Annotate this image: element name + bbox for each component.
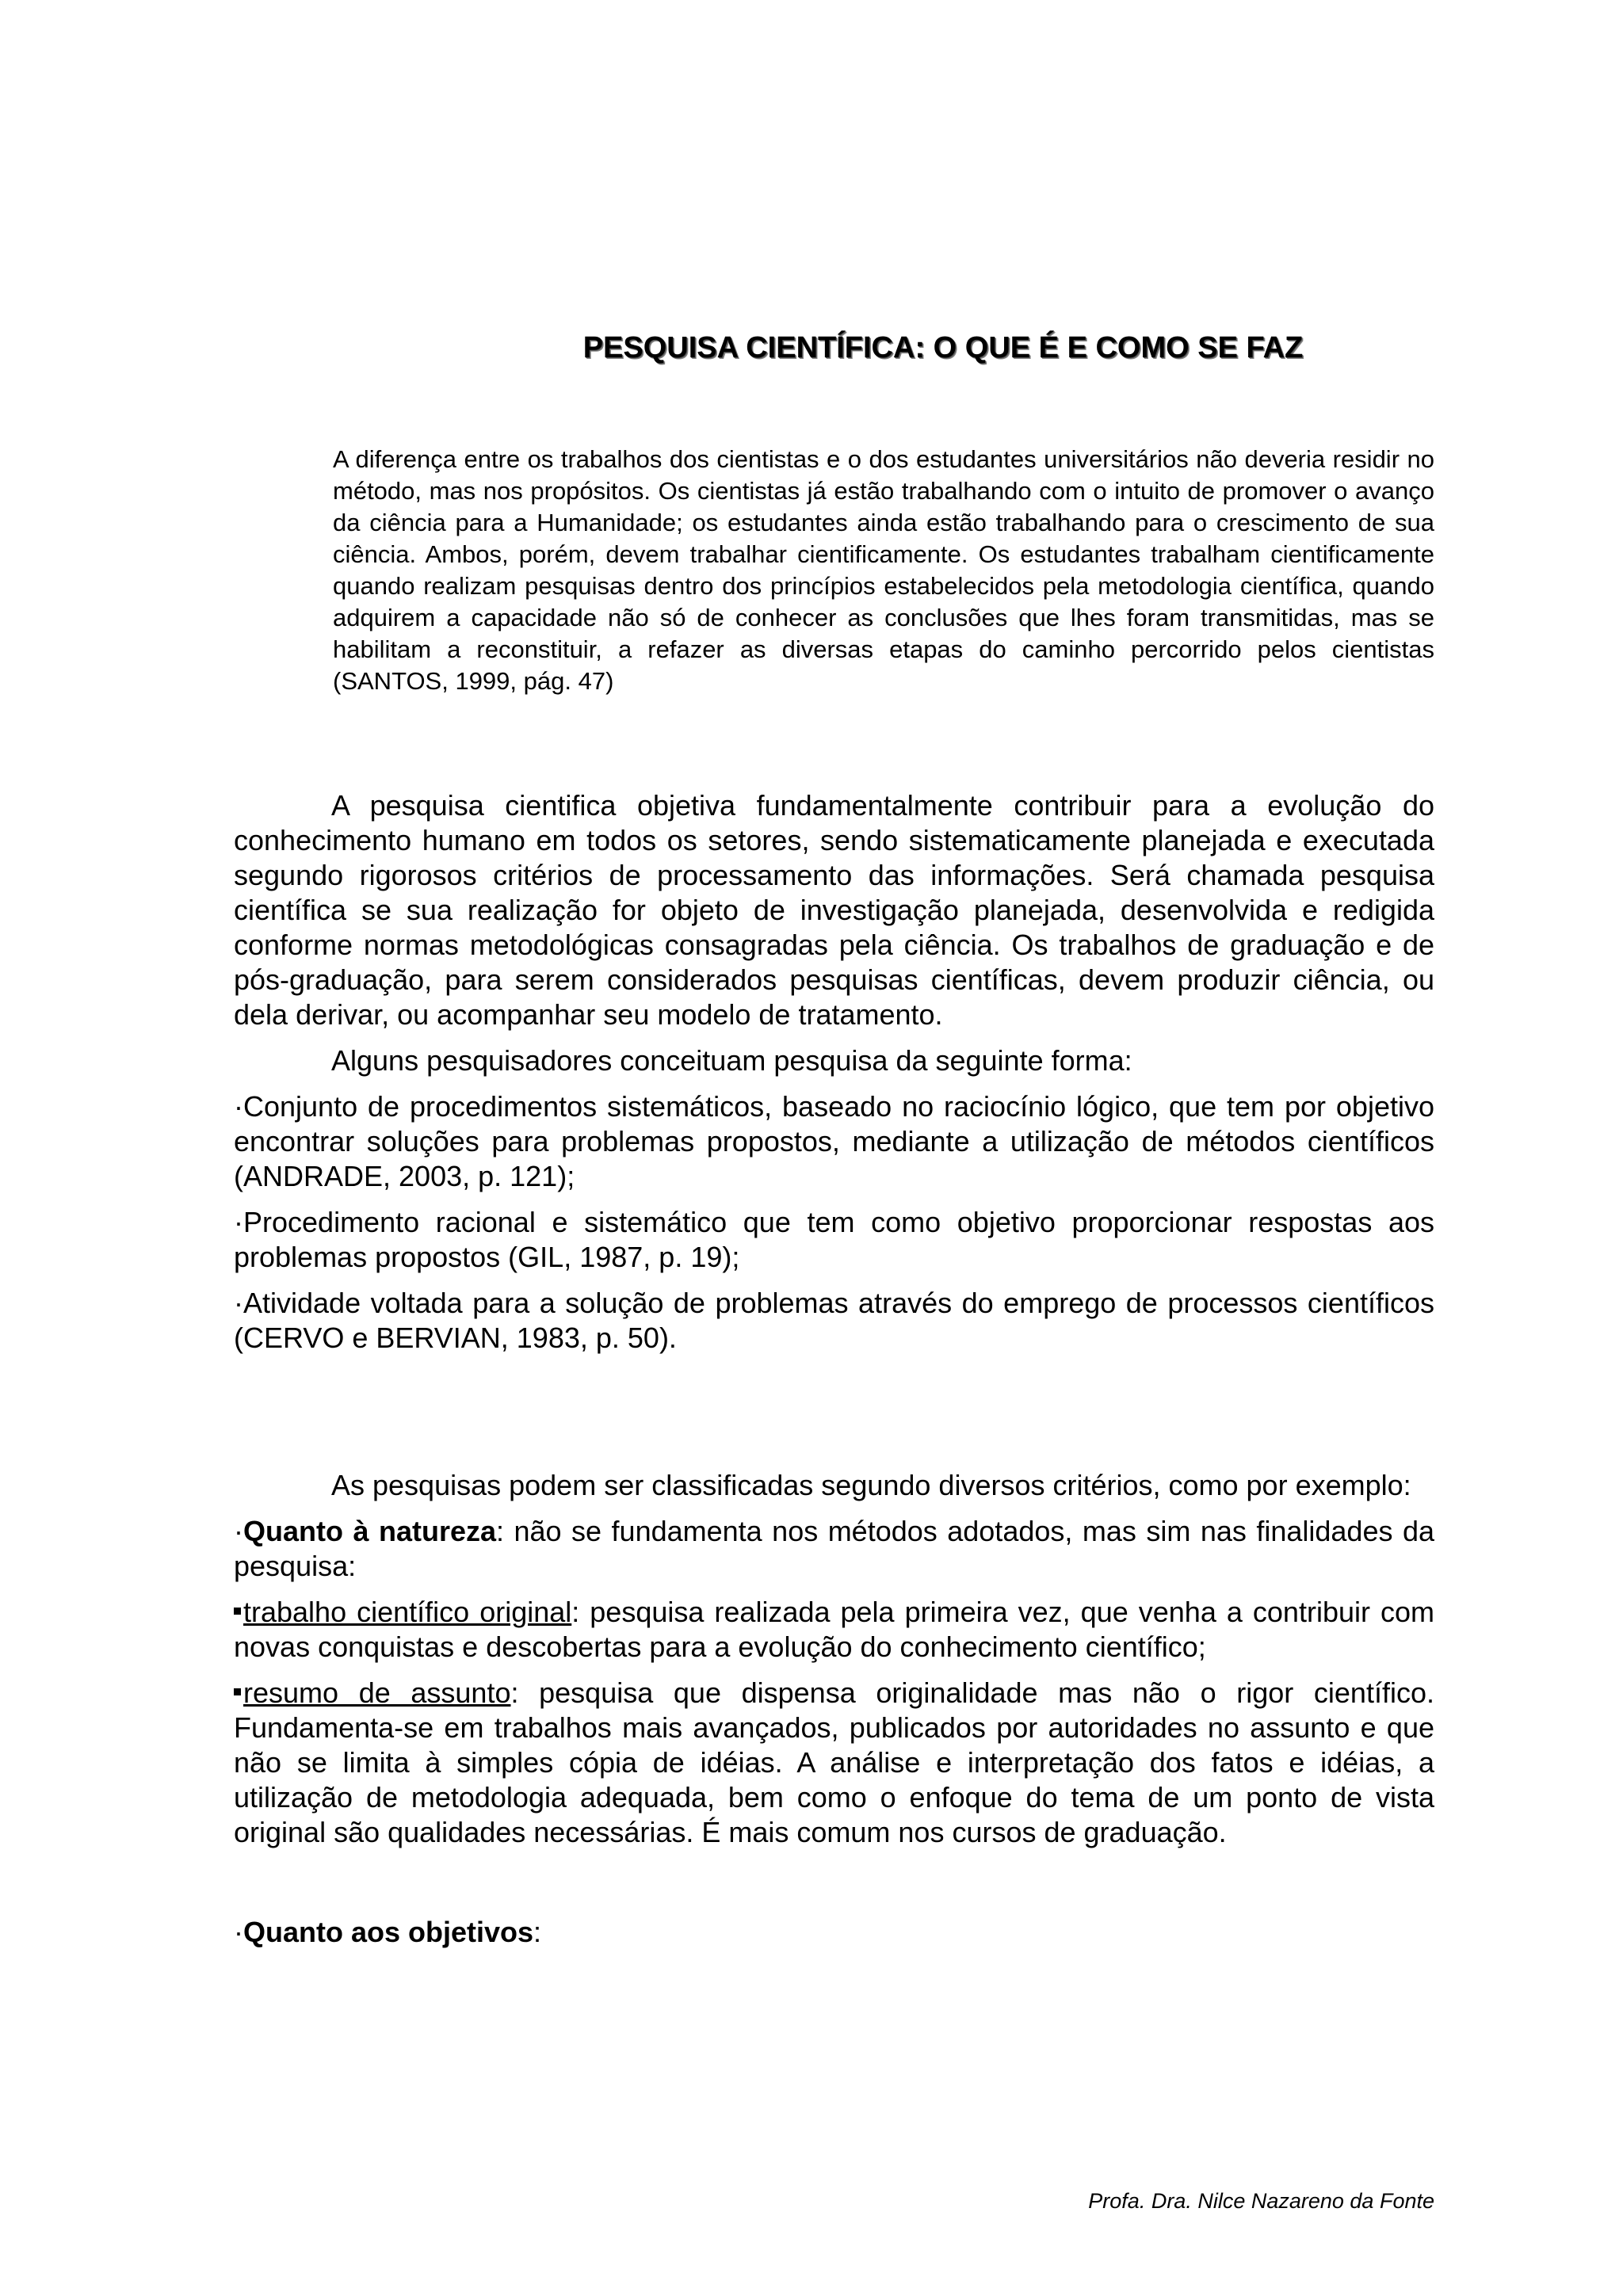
definition-item bbox=[234, 1205, 1434, 1275]
subitem bbox=[234, 1676, 1434, 1850]
square-bullet-icon bbox=[234, 1608, 241, 1615]
page-title: PESQUISA CIENTÍFICA: O QUE É E COMO SE FAZ bbox=[582, 331, 1304, 364]
bullet-dot-icon: · bbox=[234, 1206, 243, 1238]
paragraph-intro: A pesquisa cientifica objetiva fundamentalmente contribuir para a evolução do conhecimento humano em todos os setores, sendo sistematicamente planejada e executada segundo rigorosos critérios de processamento das informações. Será chamada pesquisa científica se sua realização for objeto de investigação planejada, desenvolvida e redigida conforme normas metodológicas consagradas pela ciência. Os trabalhos de graduação e de pós-graduação, para serem considerados pesquisas científicas, devem produzir ciência, ou dela derivar, ou acompanhar seu modelo de tratamento. bbox=[234, 789, 1434, 1031]
subitem bbox=[234, 1595, 1434, 1665]
criterion-label: Quanto à natureza bbox=[243, 1515, 497, 1547]
criterion-objetivos bbox=[234, 1915, 1434, 1950]
block-quote: A diferença entre os trabalhos dos cientistas e o dos estudantes universitários não deveria residir no método, mas nos propósitos. Os cientistas já estão trabalhando com o intuito de promover o avanço da ciência para a Humanidade; os estudantes ainda estão trabalhando para o crescimento de sua ciência. Ambos, porém, devem trabalhar cientificamente. Os estudantes trabalham cientificamente quando realizam pesquisas dentro dos princípios estabelecidos pela metodologia científica, quando adquirem a capacidade não só de conhecer as conclusões que lhes foram transmitidas, mas se habilitam a reconstituir, a refazer as diversas etapas do caminho percorrido pelos cientistas (SANTOS, 1999, pág. 47) bbox=[333, 445, 1434, 695]
bullet-dot-icon: · bbox=[234, 1287, 243, 1319]
bullet-dot-icon: · bbox=[234, 1515, 243, 1547]
subitem-term: resumo de assunto bbox=[243, 1676, 511, 1709]
definition-text: Atividade voltada para a solução de problemas através do emprego de processos científicos (CERVO e BERVIAN, 1983, p. 50). bbox=[234, 1287, 1434, 1354]
criterion-label: Quanto aos objetivos bbox=[243, 1916, 534, 1948]
main-body bbox=[234, 788, 1434, 1950]
definition-text: Conjunto de procedimentos sistemáticos, baseado no raciocínio lógico, que tem por objetivo encontrar soluções para problemas propostos, mediante a utilização de métodos científicos (ANDRADE, 2003, p. 121); bbox=[234, 1090, 1434, 1192]
subitem-text: : pesquisa realizada pela primeira vez, que venha a contribuir com novas conquistas e descobertas para a evolução do conhecimento científico; bbox=[234, 1596, 1434, 1663]
criterion-text: : não se fundamenta nos métodos adotados, mas sim nas finalidades da pesquisa: bbox=[234, 1515, 1434, 1582]
square-bullet-icon bbox=[234, 1688, 241, 1695]
paragraph-classification: As pesquisas podem ser classificadas segundo diversos critérios, como por exemplo: bbox=[331, 1469, 1411, 1501]
definition-item bbox=[234, 1286, 1434, 1356]
bullet-dot-icon: · bbox=[234, 1916, 243, 1948]
subitem-term: trabalho científico original bbox=[243, 1596, 572, 1628]
bullet-dot-icon: · bbox=[234, 1090, 243, 1123]
page-footer: Profa. Dra. Nilce Nazareno da Fonte bbox=[1088, 2189, 1434, 2213]
definition-item bbox=[234, 1089, 1434, 1194]
paragraph-definitions-intro: Alguns pesquisadores conceituam pesquisa da seguinte forma: bbox=[331, 1044, 1132, 1077]
criterion-text: : bbox=[533, 1916, 542, 1948]
criterion-natureza bbox=[234, 1514, 1434, 1584]
subitem-text: : pesquisa que dispensa originalidade mas não o rigor científico. Fundamenta-se em trabalhos mais avançados, publicados por autoridades no assunto e que não se limita à simples cópia de idéias. A análise e interpretação dos fatos e idéias, a utilização de metodologia adequada, bem como o enfoque do tema de um ponto de vista original são qualidades necessárias. É mais comum nos cursos de graduação. bbox=[234, 1676, 1434, 1848]
definition-text: Procedimento racional e sistemático que tem como objetivo proporcionar respostas aos problemas propostos (GIL, 1987, p. 19); bbox=[234, 1206, 1434, 1273]
